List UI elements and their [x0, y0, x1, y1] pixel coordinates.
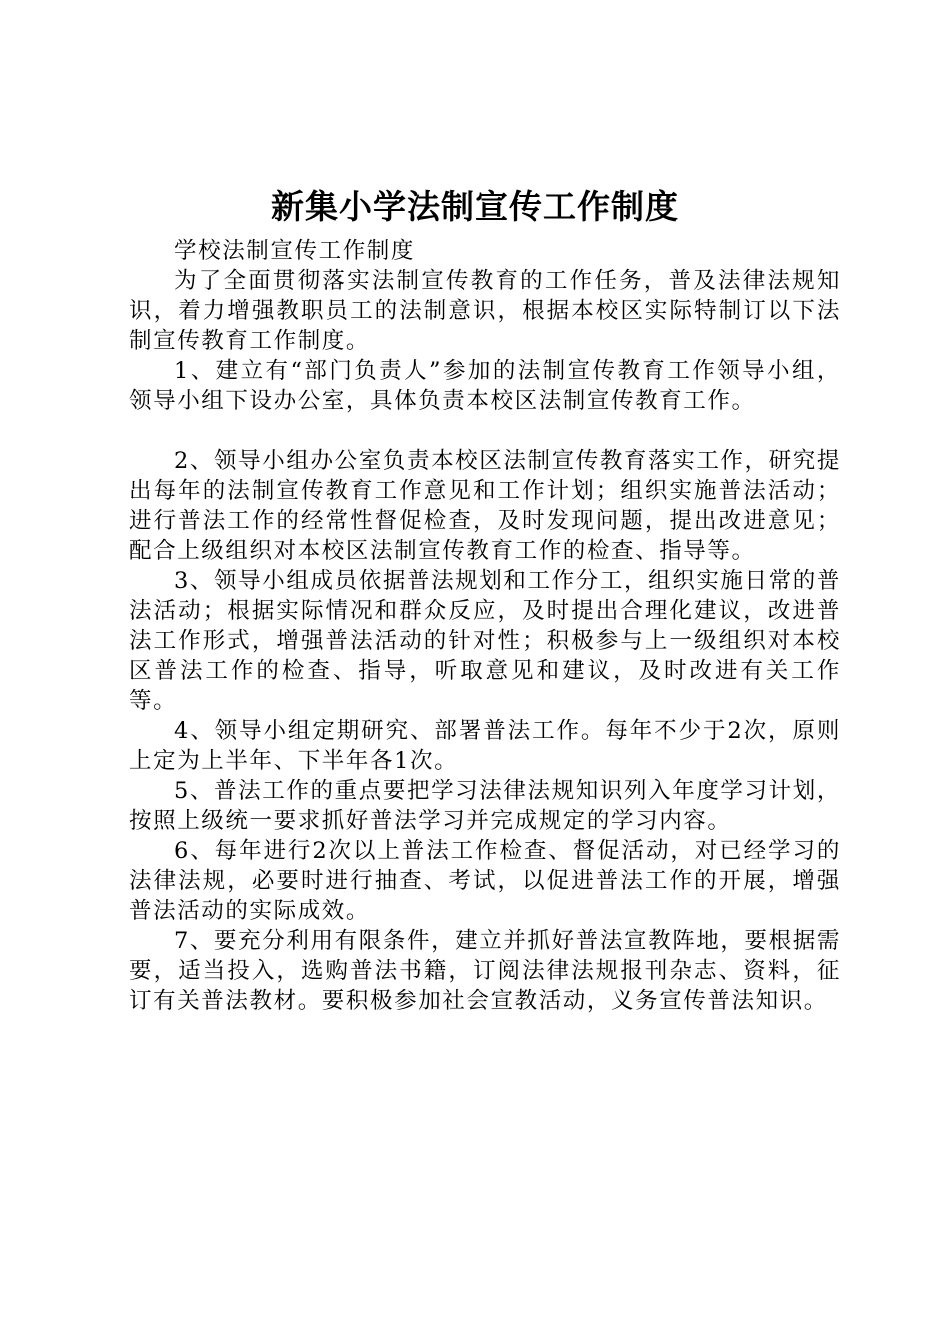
document-subtitle: 学校法制宣传工作制度 [174, 238, 416, 264]
item-paragraph-1: 1、建立有“部门负责人”参加的法制宣传教育工作领导小组，领导小组下设办公室，具体负责本校区法制宣传教育工作。 [129, 358, 841, 414]
item-paragraph-5: 5、普法工作的重点要把学习法律法规知识列入年度学习计划，按照上级统一要求抓好普法学习并完成规定的学习内容。 [129, 778, 841, 834]
document-body [129, 236, 841, 1016]
item-paragraph-3: 3、领导小组成员依据普法规划和工作分工，组织实施日常的普法活动；根据实际情况和群众反应，及时提出合理化建议，改进普法工作形式，增强普法活动的针对性；积极参与上一级组织对本校区普法工作的检查、指导，听取意见和建议，及时改进有关工作等。 [129, 568, 841, 714]
document-title: 新集小学法制宣传工作制度 [271, 187, 679, 226]
item-paragraph-2: 2、领导小组办公室负责本校区法制宣传教育落实工作，研究提出每年的法制宣传教育工作意见和工作计划；组织实施普法活动；进行普法工作的经常性督促检查，及时发现问题，提出改进意见；配合上级组织对本校区法制宣传教育工作的检查、指导等。 [129, 448, 841, 564]
intro-paragraph: 为了全面贯彻落实法制宣传教育的工作任务，普及法律法规知识，着力增强教职员工的法制意识，根据本校区实际特制订以下法制宣传教育工作制度。 [129, 268, 841, 354]
item-paragraph-6: 6、每年进行2次以上普法工作检查、督促活动，对已经学习的法律法规，必要时进行抽查、考试，以促进普法工作的开展，增强普法活动的实际成效。 [129, 838, 841, 924]
paragraph-gap [129, 416, 841, 446]
item-paragraph-7: 7、要充分利用有限条件，建立并抓好普法宣教阵地，要根据需要，适当投入，选购普法书籍，订阅法律法规报刊杂志、资料，征订有关普法教材。要积极参加社会宣教活动，义务宣传普法知识。 [129, 928, 841, 1014]
item-paragraph-4: 4、领导小组定期研究、部署普法工作。每年不少于2次，原则上定为上半年、下半年各1次。 [129, 718, 841, 774]
